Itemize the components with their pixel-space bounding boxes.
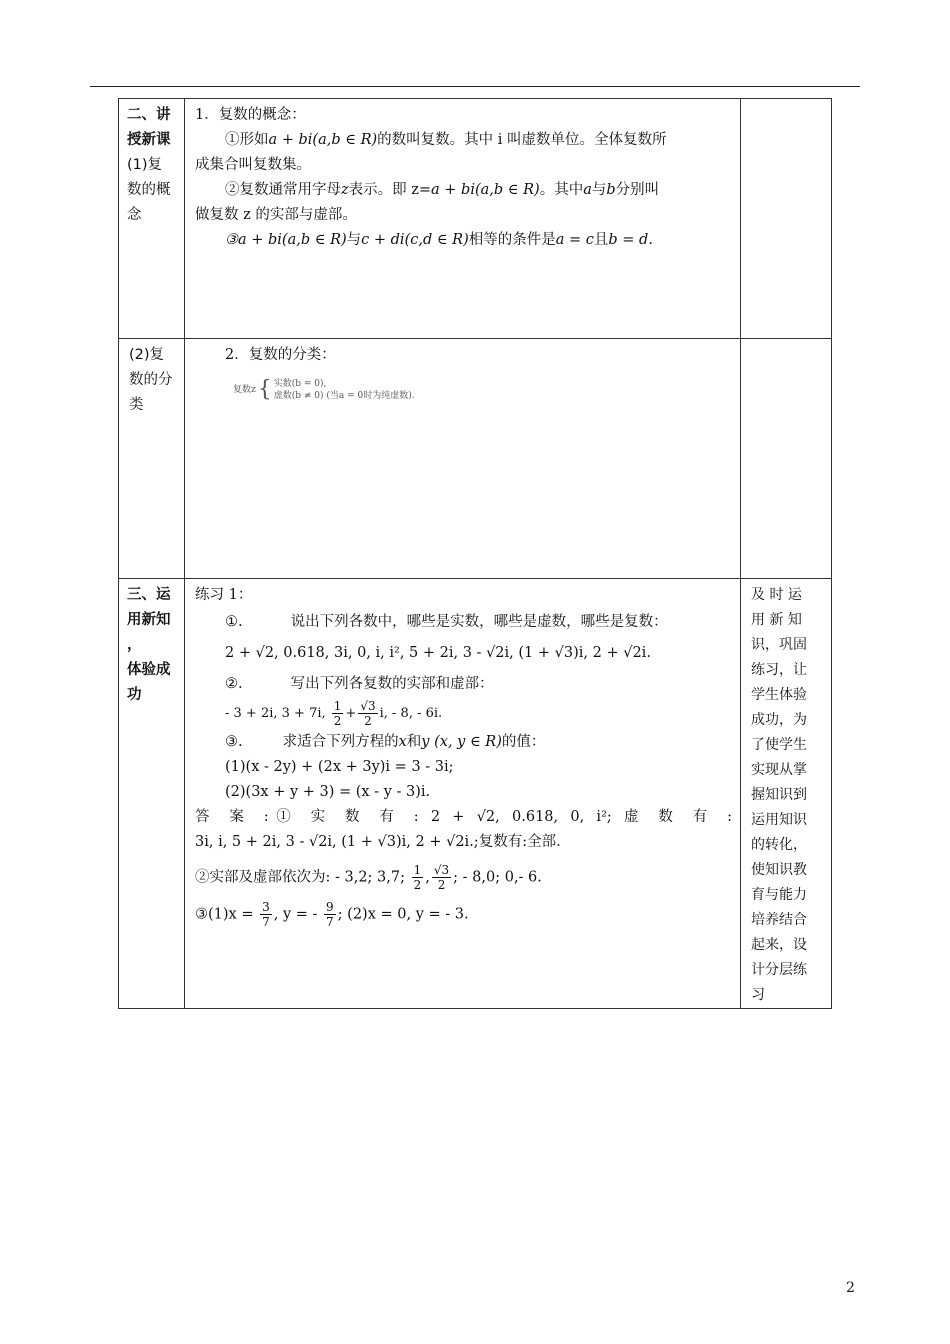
classification-scheme: 复数z { 实数(b = 0), 虚数(b ≠ 0) (当a = 0时为纯虚数). [233,377,415,402]
paragraph: ①形如a + bi(a,b ∈ R)的数叫复数。其中 i 叫虚数单位。全体复数所 [225,132,667,148]
header-rule [90,86,860,87]
table-row [119,99,832,339]
fraction: $\frac{3}{7}$ [262,900,270,929]
row-content: 1．复数的概念： ①形如a + bi(a,b ∈ R)的数叫复数。其中 i 叫虚数单位。全体复数所 成集合叫复数集。 ②复数通常用字母z表示。即 z=a + bi(a,b ∈ R)。其中a与b分别叫 做复数 z 的实部与虚部。 ③a + bi(a,b ∈ R)与c + di(c,d ∈ R)相等的条件是a = c且b = d. [185,99,741,339]
table-row [119,579,832,1009]
lesson-table [118,98,832,1009]
table-row [119,339,832,579]
exercise-2: ②. 写出下列各复数的实部和虚部： [225,676,494,692]
paragraph: ②复数通常用字母z表示。即 z=a + bi(a,b ∈ R)。其中a与b分别叫 [225,182,660,198]
row-label: 二、讲 授新课 (1)复 数的概 念 [119,99,185,339]
row-label: 三、运 用新知 ， 体验成 功 [119,579,185,1009]
answer-3: ③(1)x = $\frac{3}{7}$ , y = - $\frac{9}{7}$ ; (2)x = 0, y = - 3. [195,900,469,929]
row-note: 及 时 运 用 新 知 识，巩固 练习，让 学生体验 成功，为 了使学生 实现从掌 握知识到 运用知识 的转化， 使知识教 育与能力 培养结合 起来，设 计分层练 习 [741,579,832,1009]
exercise-3: ③. 求适合下列方程的x和y (x, y ∈ R)的值： [225,734,546,750]
fraction: $\frac{1}{2}$ [333,699,342,728]
page-number: 2 [846,1280,855,1296]
row-content: 练习 1： ①. 说出下列各数中，哪些是实数，哪些是虚数，哪些是复数： 2 + √2, 0.618, 3i, 0, i, i², 5 + 2i, 3 - √2i, (1 + √3)i, 2 + √2i. ②. 写出下列各复数的实部和虚部： - 3 + 2i, 3 + 7i, $\frac{1}{2}$ + $\frac{√3}{2}$ i, - 8, - 6i. ③. 求适合下列方程的x和y (x, y ∈ R)的值： (1)(x - 2y) + (2x + 3y)i = 3 - 3i; (2)(3x + y + 3) = (x - y - 3)i. 答 案 :① 实 数 有 : 2 + √2, 0.618, 0, i²; 虚 数 有 : 3i, i, 5 + 2i, 3 - √2i, (1 + √3)i, 2 + √2i.;复数有:全部. ②实部及虚部依次为: - 3,2; 3,7; $\frac{1}{2}$ , $\frac{√3}{2}$ ; - 8,0; 0,- 6. ③(1)x = $\frac{3}{7}$ , y = - $\frac{9}{7}$ ; (2)x = 0, y = - 3. [185,579,741,1009]
brace-icon: { [257,377,272,402]
row-note [741,99,832,339]
row-label: (2)复 数的分 类 [119,339,185,579]
row-note [741,339,832,579]
fraction: $\frac{√3}{2}$ [360,699,376,728]
section-title: 练习 1： [195,587,253,603]
answer-1-cont: 3i, i, 5 + 2i, 3 - √2i, (1 + √3)i, 2 + √2i.;复数有:全部. [195,834,561,850]
fraction: $\frac{9}{7}$ [326,900,334,929]
fraction: $\frac{√3}{2}$ [433,863,450,892]
paragraph: ③a + bi(a,b ∈ R)与c + di(c,d ∈ R)相等的条件是a = c且b = d. [225,232,653,248]
fraction: $\frac{1}{2}$ [413,863,422,892]
exercise-1: ①. 说出下列各数中，哪些是实数，哪些是虚数，哪些是复数： [225,614,668,630]
section-title: 1．复数的概念： [195,107,306,123]
row-content [185,339,741,579]
answer-2: ②实部及虚部依次为: - 3,2; 3,7; $\frac{1}{2}$ , $\frac{√3}{2}$ ; - 8,0; 0,- 6. [195,863,542,892]
answer-1: 答 案 :① 实 数 有 : 2 + √2, 0.618, 0, i²; 虚 数 有 : [195,809,733,825]
section-title: 2．复数的分类： [225,347,336,363]
